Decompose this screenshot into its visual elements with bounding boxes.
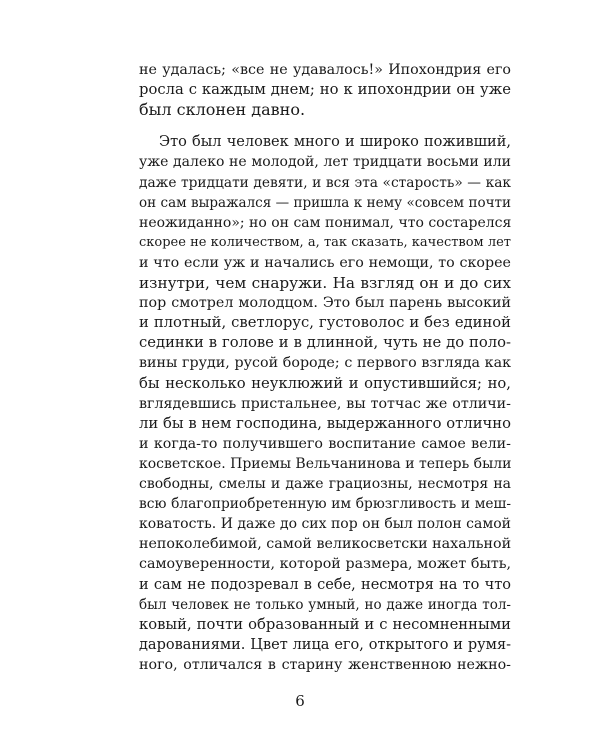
text-line: и когда-то получившего воспитание самое вели- [139,435,511,452]
text-line: ли бы в нем господина, выдержанного отлично [139,414,511,432]
text-line: и сам не подозревал в себе, несмотря на то что [139,576,511,593]
text-line: даже тридцати девяти, и вся эта «старость» — как [139,174,511,191]
text-line: неожиданно»; но он сам понимал, что состарелся [139,214,512,231]
text-line: дарованиями. Цвет лица его, открытого и румя- [139,636,511,653]
text-line: не удалась; «все не удавалось!» Ипохондрия его [139,62,511,78]
text-line: изнутри, чем снаружи. На взгляд он и до сих [139,274,511,292]
text-line: и плотный, светлорус, густоволос и без единой [139,314,511,332]
text-line: скорее не количеством, а, так сказать, качеством лет [139,234,511,250]
text-line: непоколебимой, самой великосветски нахальной [139,536,512,553]
text-line: ковый, почти образованный и с несомненными [139,615,511,633]
text-line: ного, отличался в старину женственною нежно- [139,656,511,673]
text-line: пор смотрел молодцом. Это был парень высокий [139,295,511,312]
text-line: был склонен давно. [139,100,306,120]
text-line: росла с каждым днем; но к ипохондрии он уже [139,81,511,99]
text-line: сединки в голове и в длинной, чуть не до поло- [139,334,511,352]
text-line: был человек не только умный, но даже иногда тол- [139,596,511,613]
text-line: он сам выражался — пришла к нему «совсем почти [139,194,511,211]
text-line: коватость. И даже до сих пор он был полон самой [139,516,511,533]
page-number: 6 [295,692,305,710]
text-line: свободны, смелы и даже грациозны, несмотря на [139,476,511,492]
text-line: вины груди, русой бороде; с первого взгляда как [139,355,511,372]
text-line: вглядевшись пристальнее, вы тотчас же отличи- [139,395,511,412]
text-line: уже далеко не молодой, лет тридцати восьми или [139,154,511,171]
text-line: бы несколько неуклюжий и опустившийся; но, [139,374,511,392]
text-line: самоуверенности, которой размера, может быть, [139,556,511,573]
text-line: Это был человек много и широко поживший, [159,134,511,151]
text-line: косветское. Приемы Вельчанинова и теперь были [139,455,512,472]
text-line: и что если уж и начались его немощи, то скорее [139,254,511,271]
text-line: всю благоприобретенную им брюзгливость и меш- [139,496,511,513]
